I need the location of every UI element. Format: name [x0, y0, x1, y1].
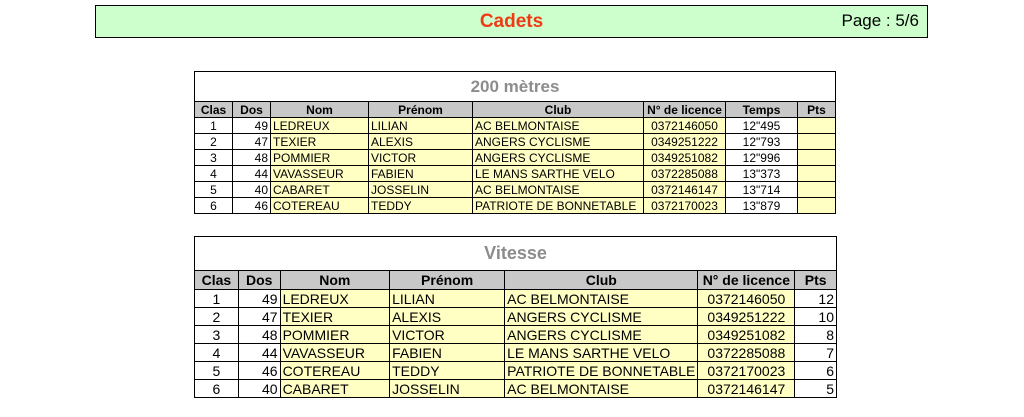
table-cell: AC BELMONTAISE [473, 118, 644, 134]
column-header: Nom [280, 271, 390, 290]
table-cell: ANGERS CYCLISME [473, 134, 644, 150]
table-cell: 12"996 [726, 150, 798, 166]
table-row [195, 166, 836, 182]
table-cell [798, 198, 836, 214]
column-header: Temps [726, 102, 798, 118]
table-cell: 0372146050 [698, 290, 795, 308]
column-header: Club [505, 271, 698, 290]
table-cell: 0372170023 [698, 362, 795, 380]
column-header: Pts [798, 102, 836, 118]
table-cell: 2 [195, 308, 239, 326]
table-cell: 40 [238, 380, 280, 398]
table-cell: ANGERS CYCLISME [505, 326, 698, 344]
table-cell: 0372146050 [644, 118, 726, 134]
table-row [195, 182, 836, 198]
table-cell: 12"793 [726, 134, 798, 150]
table-cell: ALEXIS [369, 134, 473, 150]
table-row [195, 198, 836, 214]
column-header: Club [473, 102, 644, 118]
table-cell: AC BELMONTAISE [505, 380, 698, 398]
table-row [195, 290, 837, 308]
table-row [195, 380, 837, 398]
table-cell: 49 [238, 290, 280, 308]
table-row [195, 326, 837, 344]
table-cell: 0349251222 [644, 134, 726, 150]
table-cell: 2 [195, 134, 233, 150]
table-cell: 0349251082 [698, 326, 795, 344]
table-cell: POMMIER [280, 326, 390, 344]
table-cell: 0372170023 [644, 198, 726, 214]
table-cell: 48 [238, 326, 280, 344]
table-cell: 3 [195, 326, 239, 344]
table-cell: 47 [238, 308, 280, 326]
results-table-200m [194, 71, 836, 214]
table-cell: 44 [233, 166, 271, 182]
table-cell: 46 [238, 362, 280, 380]
table-cell: LILIAN [369, 118, 473, 134]
table-row [195, 344, 837, 362]
table-cell: 8 [795, 326, 837, 344]
table-cell [798, 118, 836, 134]
column-header: N° de licence [644, 102, 726, 118]
category-title: Cadets [479, 11, 544, 32]
table-row [195, 118, 836, 134]
table-cell: JOSSELIN [390, 380, 505, 398]
table-row [195, 308, 837, 326]
table-cell: 4 [195, 344, 239, 362]
table-cell: FABIEN [369, 166, 473, 182]
table-cell: 0349251222 [698, 308, 795, 326]
table-cell: 0372146147 [698, 380, 795, 398]
results-table-vitesse [194, 236, 837, 398]
table-cell: 0372285088 [644, 166, 726, 182]
table-cell: 48 [233, 150, 271, 166]
table-cell: 7 [795, 344, 837, 362]
table-cell: JOSSELIN [369, 182, 473, 198]
table-cell: LEDREUX [271, 118, 369, 134]
column-header: Prénom [369, 102, 473, 118]
table-cell: VICTOR [369, 150, 473, 166]
table-cell: ANGERS CYCLISME [473, 150, 644, 166]
table-cell: 12 [795, 290, 837, 308]
column-header: Prénom [390, 271, 505, 290]
table-cell: TEDDY [390, 362, 505, 380]
table-cell: VICTOR [390, 326, 505, 344]
column-header: Dos [238, 271, 280, 290]
table-cell: ALEXIS [390, 308, 505, 326]
table-row [195, 134, 836, 150]
table-cell: 5 [195, 362, 239, 380]
page-number: Page : 5/6 [841, 11, 919, 30]
table-cell: 12"495 [726, 118, 798, 134]
table-cell: 6 [195, 380, 239, 398]
table-cell: TEXIER [271, 134, 369, 150]
column-header: Clas [195, 102, 233, 118]
table-cell: 0349251082 [644, 150, 726, 166]
table-cell [798, 166, 836, 182]
table-cell: LE MANS SARTHE VELO [473, 166, 644, 182]
table-cell: ANGERS CYCLISME [505, 308, 698, 326]
table-cell: LILIAN [390, 290, 505, 308]
table-cell: 46 [233, 198, 271, 214]
table-cell: 6 [795, 362, 837, 380]
table-cell: 5 [195, 182, 233, 198]
table-cell: 49 [233, 118, 271, 134]
table-cell: TEDDY [369, 198, 473, 214]
table-cell: CABARET [271, 182, 369, 198]
table-cell: 13"879 [726, 198, 798, 214]
table-cell: 13"373 [726, 166, 798, 182]
table-cell: 44 [238, 344, 280, 362]
table-cell: TEXIER [280, 308, 390, 326]
table-cell [798, 150, 836, 166]
table-cell: 6 [195, 198, 233, 214]
table-cell: 40 [233, 182, 271, 198]
table-cell: 0372146147 [644, 182, 726, 198]
column-header: Dos [233, 102, 271, 118]
table-cell: AC BELMONTAISE [505, 290, 698, 308]
table-cell: 5 [795, 380, 837, 398]
column-header: N° de licence [698, 271, 795, 290]
table-cell [798, 134, 836, 150]
table-cell: VAVASSEUR [280, 344, 390, 362]
table-cell: LE MANS SARTHE VELO [505, 344, 698, 362]
table-cell: 3 [195, 150, 233, 166]
table-cell: 0372285088 [698, 344, 795, 362]
page-header [95, 5, 928, 38]
table-title: 200 mètres [195, 72, 836, 102]
table-cell: POMMIER [271, 150, 369, 166]
table-row [195, 150, 836, 166]
column-header: Clas [195, 271, 239, 290]
table-cell: COTEREAU [271, 198, 369, 214]
column-header: Nom [271, 102, 369, 118]
table-cell: 47 [233, 134, 271, 150]
table-cell: CABARET [280, 380, 390, 398]
table-cell: FABIEN [390, 344, 505, 362]
column-header: Pts [795, 271, 837, 290]
table-cell: 4 [195, 166, 233, 182]
table-cell: 1 [195, 290, 239, 308]
table-cell: PATRIOTE DE BONNETABLE [505, 362, 698, 380]
table-cell: PATRIOTE DE BONNETABLE [473, 198, 644, 214]
table-title: Vitesse [195, 237, 837, 271]
table-cell: 1 [195, 118, 233, 134]
table-cell [798, 182, 836, 198]
table-cell: 10 [795, 308, 837, 326]
table-cell: 13"714 [726, 182, 798, 198]
table-row [195, 362, 837, 380]
table-cell: LEDREUX [280, 290, 390, 308]
table-cell: COTEREAU [280, 362, 390, 380]
table-cell: AC BELMONTAISE [473, 182, 644, 198]
table-cell: VAVASSEUR [271, 166, 369, 182]
